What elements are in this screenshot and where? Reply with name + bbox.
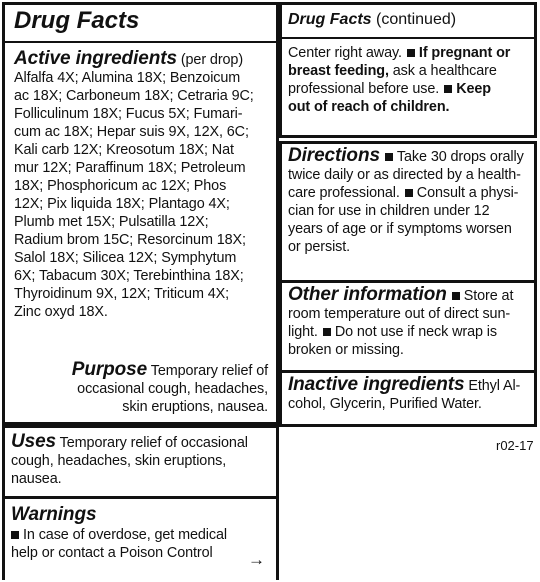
other-information-title: Other information <box>288 284 447 305</box>
other-line: Store at <box>463 288 514 304</box>
continued-rule <box>282 37 534 39</box>
directions-line: years of age or if symptoms worsen <box>288 221 512 237</box>
uses-line: Temporary relief of occasional <box>59 435 248 451</box>
purpose-text: occasional cough, headaches, <box>77 381 268 397</box>
revision-code: r02-17 <box>496 438 534 453</box>
ingredient-line: Plumb met 15X; Pulsatilla 12X; <box>14 214 209 230</box>
continued-line: Center right away. <box>288 45 402 61</box>
directions-line: twice daily or as directed by a health- <box>288 167 521 183</box>
purpose-section <box>53 361 268 416</box>
warnings-panel <box>2 496 279 580</box>
uses-title: Uses <box>11 431 57 452</box>
title-rule <box>5 41 276 43</box>
directions-line: or persist. <box>288 239 351 255</box>
arrow-right-icon: → <box>248 550 265 569</box>
other-information-panel <box>279 280 537 373</box>
square-bullet-icon <box>385 153 393 161</box>
square-bullet-icon <box>407 49 415 57</box>
ingredient-line: Folliculinum 18X; Fucus 5X; Fumari- <box>14 106 243 122</box>
warnings-line: In case of overdose, get medical <box>23 527 227 543</box>
ingredient-line: Zinc oxyd 18X. <box>14 304 108 320</box>
active-ingredients-title: Active ingredients <box>14 48 177 69</box>
ingredient-line: Kali carb 12X; Kreosotum 18X; Nat <box>14 142 234 158</box>
continued-title: Drug Facts <box>288 11 372 28</box>
other-line: Do not use if neck wrap is <box>334 324 497 340</box>
inactive-line: cohol, Glycerin, Purified Water. <box>288 396 482 412</box>
square-bullet-icon <box>452 292 460 300</box>
inactive-ingredients-panel <box>279 370 537 427</box>
warning-bold-text: breast feeding, <box>288 63 389 79</box>
warnings-line: help or contact a Poison Control <box>11 545 213 561</box>
inactive-line: Ethyl Al- <box>468 378 521 394</box>
ingredient-line: cum ac 18X; Hepar suis 9X, 12X, 6C; <box>14 124 249 140</box>
directions-line: Consult a physi- <box>416 185 519 201</box>
directions-line: Take 30 drops orally <box>396 149 524 165</box>
warning-bold-text: Keep <box>456 81 491 97</box>
uses-panel <box>2 425 279 499</box>
drug-facts-panel <box>2 2 279 425</box>
drug-facts-title: Drug Facts <box>14 7 140 34</box>
square-bullet-icon <box>444 85 452 93</box>
other-line: light. <box>288 324 318 340</box>
continued-line: ask a healthcare <box>392 63 497 79</box>
ingredient-line: Alfalfa 4X; Alumina 18X; Benzoicum <box>14 70 241 86</box>
warnings-text <box>11 504 273 562</box>
purpose-text: skin eruptions, nausea. <box>122 399 268 415</box>
ingredient-line: ac 18X; Carboneum 18X; Cetraria 9C; <box>14 88 254 104</box>
other-line: room temperature out of direct sun- <box>288 306 511 322</box>
directions-title: Directions <box>288 145 380 166</box>
ingredient-line: mur 12X; Paraffinum 18X; Petroleum <box>14 160 246 176</box>
uses-line: cough, headaches, skin eruptions, <box>11 453 227 469</box>
uses-line: nausea. <box>11 471 62 487</box>
ingredient-line: Thyroidinum 9X, 12X; Triticum 4X; <box>14 286 230 302</box>
purpose-text: Temporary relief of <box>150 363 268 379</box>
continued-header <box>288 7 456 33</box>
ingredient-line: 6X; Tabacum 30X; Terebinthina 18X; <box>14 268 244 284</box>
warnings-title: Warnings <box>11 504 97 525</box>
square-bullet-icon <box>405 189 413 197</box>
active-ingredients-subtitle: (per drop) <box>180 52 244 68</box>
right-column <box>279 2 537 427</box>
ingredient-line: Salol 18X; Silicea 12X; Symphytum <box>14 250 237 266</box>
directions-text <box>288 147 530 256</box>
ingredient-line: Radium brom 15C; Resorcinum 18X; <box>14 232 246 248</box>
continued-text <box>288 44 530 116</box>
other-line: broken or missing. <box>288 342 404 358</box>
continued-suffix: (continued) <box>376 11 457 28</box>
square-bullet-icon <box>323 328 331 336</box>
purpose-title: Purpose <box>71 359 148 380</box>
inactive-ingredients-text <box>288 376 530 413</box>
active-ingredients-section <box>14 50 276 321</box>
other-information-text <box>288 286 530 359</box>
directions-panel <box>279 141 537 283</box>
ingredient-line: 18X; Phosphoricum ac 12X; Phos <box>14 178 227 194</box>
warning-bold-text: out of reach of children. <box>288 99 450 115</box>
warning-bold-text: If pregnant or <box>418 45 511 61</box>
uses-text <box>11 433 273 488</box>
directions-line: cian for use in children under 12 <box>288 203 490 219</box>
square-bullet-icon <box>11 531 19 539</box>
continued-panel <box>279 2 537 138</box>
directions-line: care professional. <box>288 185 400 201</box>
inactive-ingredients-title: Inactive ingredients <box>288 374 465 395</box>
ingredient-line: 12X; Pix liquida 18X; Plantago 4X; <box>14 196 230 212</box>
continued-line: professional before use. <box>288 81 440 97</box>
